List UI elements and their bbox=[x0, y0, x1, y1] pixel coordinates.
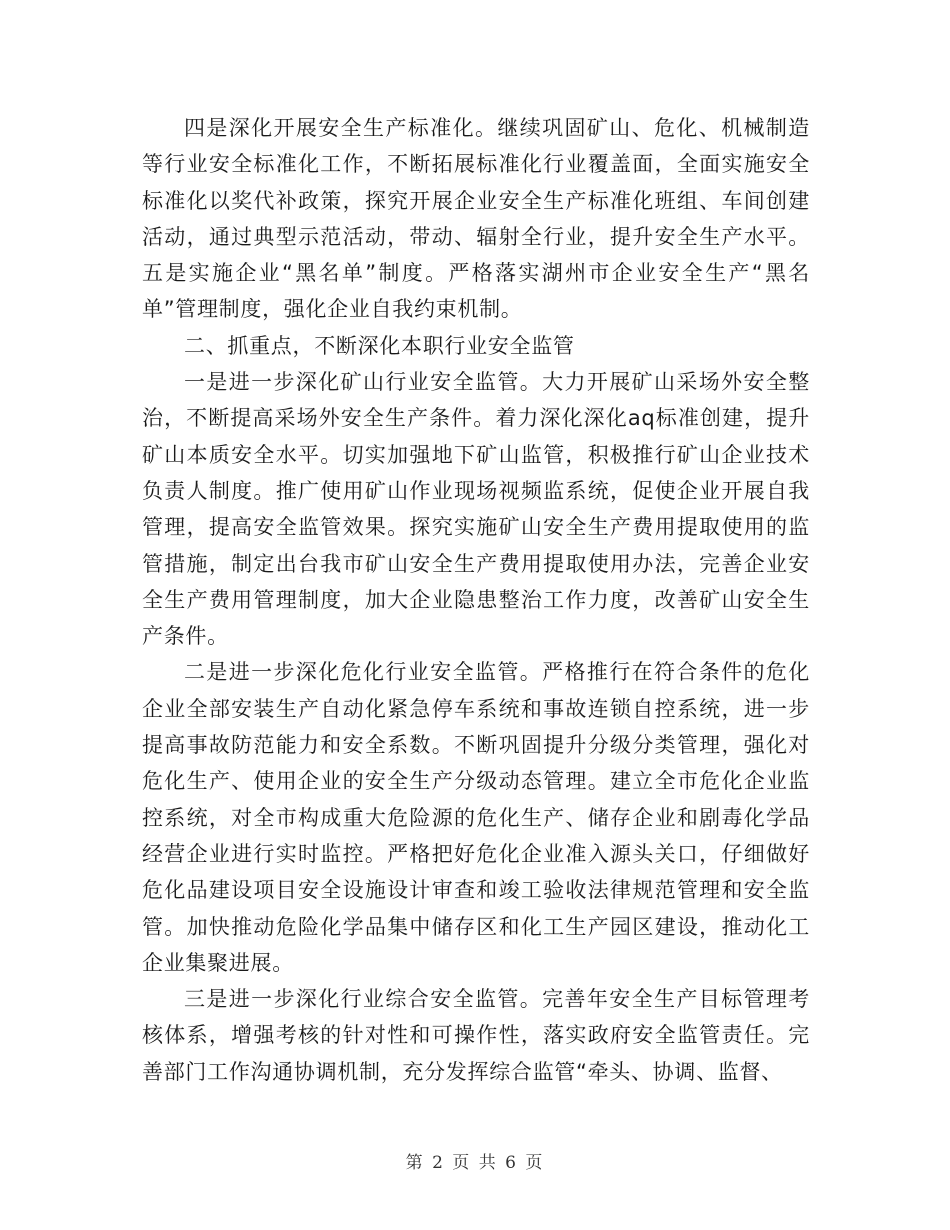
page-number-footer: 第 2 页 共 6 页 bbox=[405, 1153, 545, 1173]
paragraph: 四是深化开展安全生产标准化。继续巩固矿山、危化、机械制造等行业安全标准化工作，不断拓展标准化行业覆盖面，全面实施安全标准化以奖代补政策，探究开展企业安全生产标准化班组、车间创建活动，通过典型示范活动，带动、辐射全行业，提升安全生产水平。五是实施企业“黑名单”制度。严格落实湖州市企业安全生产“黑名单”管理制度，强化企业自我约束机制。 bbox=[142, 116, 810, 322]
paragraph: 一是进一步深化矿山行业安全监管。大力开展矿山采场外安全整治，不断提高采场外安全生产条件。着力深化深化aq标准创建，提升矿山本质安全水平。切实加强地下矿山监管，积极推行矿山企业技术负责人制度。推广使用矿山作业现场视频监系统，促使企业开展自我管理，提高安全监管效果。探究实施矿山安全生产费用提取使用的监管措施，制定出台我市矿山安全生产费用提取使用办法，完善企业安全生产费用管理制度，加大企业隐患整治工作力度，改善矿山安全生产条件。 bbox=[142, 370, 810, 649]
section-heading: 二、抓重点，不断深化本职行业安全监管 bbox=[184, 333, 575, 358]
paragraph: 三是进一步深化行业综合安全监管。完善年安全生产目标管理考核体系，增强考核的针对性和可操作性，落实政府安全监管责任。完善部门工作沟通协调机制，充分发挥综合监管“牵头、协调、监督、 bbox=[142, 987, 810, 1084]
paragraph: 二是进一步深化危化行业安全监管。严格推行在符合条件的危化企业全部安装生产自动化紧急停车系统和事故连锁自控系统，进一步提高事故防范能力和安全系数。不断巩固提升分级分类管理，强化对危化生产、使用企业的安全生产分级动态管理。建立全市危化企业监控系统，对全市构成重大危险源的危化生产、储存企业和剧毒化学品经营企业进行实时监控。严格把好危化企业准入源头关口，仔细做好危化品建设项目安全设施设计审查和竣工验收法律规范管理和安全监管。加快推动危险化学品集中储存区和化工生产园区建设，推动化工企业集聚进展。 bbox=[142, 660, 810, 975]
document-body bbox=[142, 110, 810, 1090]
